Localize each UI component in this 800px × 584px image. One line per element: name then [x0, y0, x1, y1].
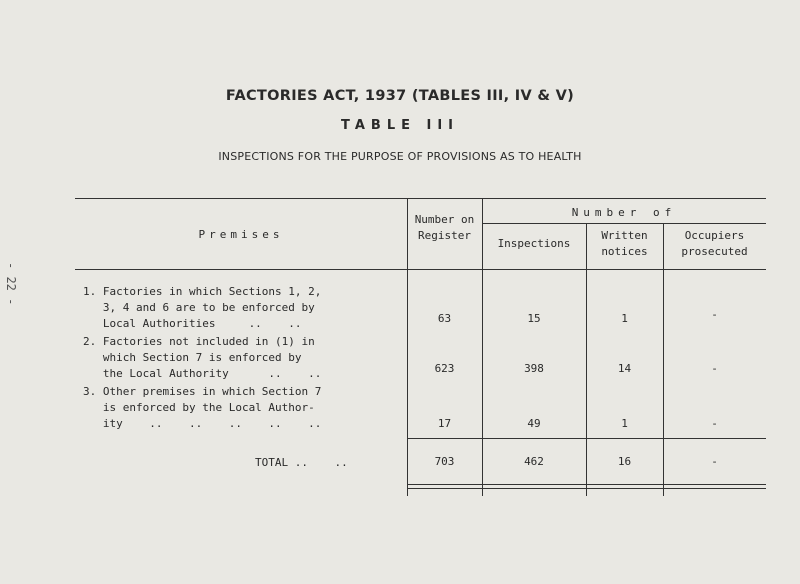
header-inspections: Inspections — [497, 237, 571, 250]
header-premises: Premises — [198, 228, 284, 241]
row-2-register: 623 — [434, 362, 455, 375]
row-3-register: 17 — [437, 417, 452, 430]
header-number-of: Number of — [571, 206, 677, 219]
page-number: - 22 - — [4, 262, 18, 306]
header-subrule — [482, 223, 766, 224]
total-inspections: 462 — [524, 455, 544, 468]
row-2-premises: 2. Factories not included in (1) in which Section 7 is enforced by the Local Authority .. .. — [83, 335, 322, 380]
row-1-inspections: 15 — [527, 312, 541, 325]
document-title: FACTORIES ACT, 1937 (TABLES III, IV & V) — [225, 88, 575, 104]
header-occupiers-prosecuted: Occupiers prosecuted — [681, 229, 748, 258]
row-1-written: 1 — [621, 312, 628, 325]
col-divider-register — [407, 198, 408, 496]
total-bottom-rule-1 — [407, 484, 766, 485]
table-subtitle: TABLE III — [340, 118, 460, 133]
header-written-notices: Written notices — [601, 229, 648, 258]
row-3-premises: 3. Other premises in which Section 7 is enforced by the Local Author- ity .. .. .. .. .. — [83, 385, 322, 430]
table-top-rule — [75, 198, 766, 199]
table-heading: INSPECTIONS FOR THE PURPOSE OF PROVISIONS AS TO HEALTH — [218, 150, 582, 163]
row-2-written: 14 — [617, 362, 632, 375]
header-number-on-register: Number on Register — [414, 213, 475, 242]
total-written: 16 — [617, 455, 632, 468]
row-1-register: 63 — [437, 312, 452, 325]
total-bottom-rule-2 — [407, 488, 766, 489]
total-register: 703 — [434, 455, 455, 468]
row-2-prosecuted: - — [711, 362, 718, 375]
col-divider-inspections — [482, 198, 483, 496]
total-label: TOTAL .. .. — [255, 456, 348, 469]
row-1-prosecuted: - — [711, 308, 718, 321]
total-prosecuted: - — [711, 455, 718, 468]
row-3-prosecuted: - — [711, 417, 718, 430]
row-1-premises: 1. Factories in which Sections 1, 2, 3, 4 and 6 are to be enforced by Local Authorities .. .. — [83, 285, 322, 330]
row-2-inspections: 398 — [524, 362, 544, 375]
row-3-inspections: 49 — [527, 417, 541, 430]
row-3-written: 1 — [621, 417, 628, 430]
total-top-rule — [407, 438, 766, 439]
